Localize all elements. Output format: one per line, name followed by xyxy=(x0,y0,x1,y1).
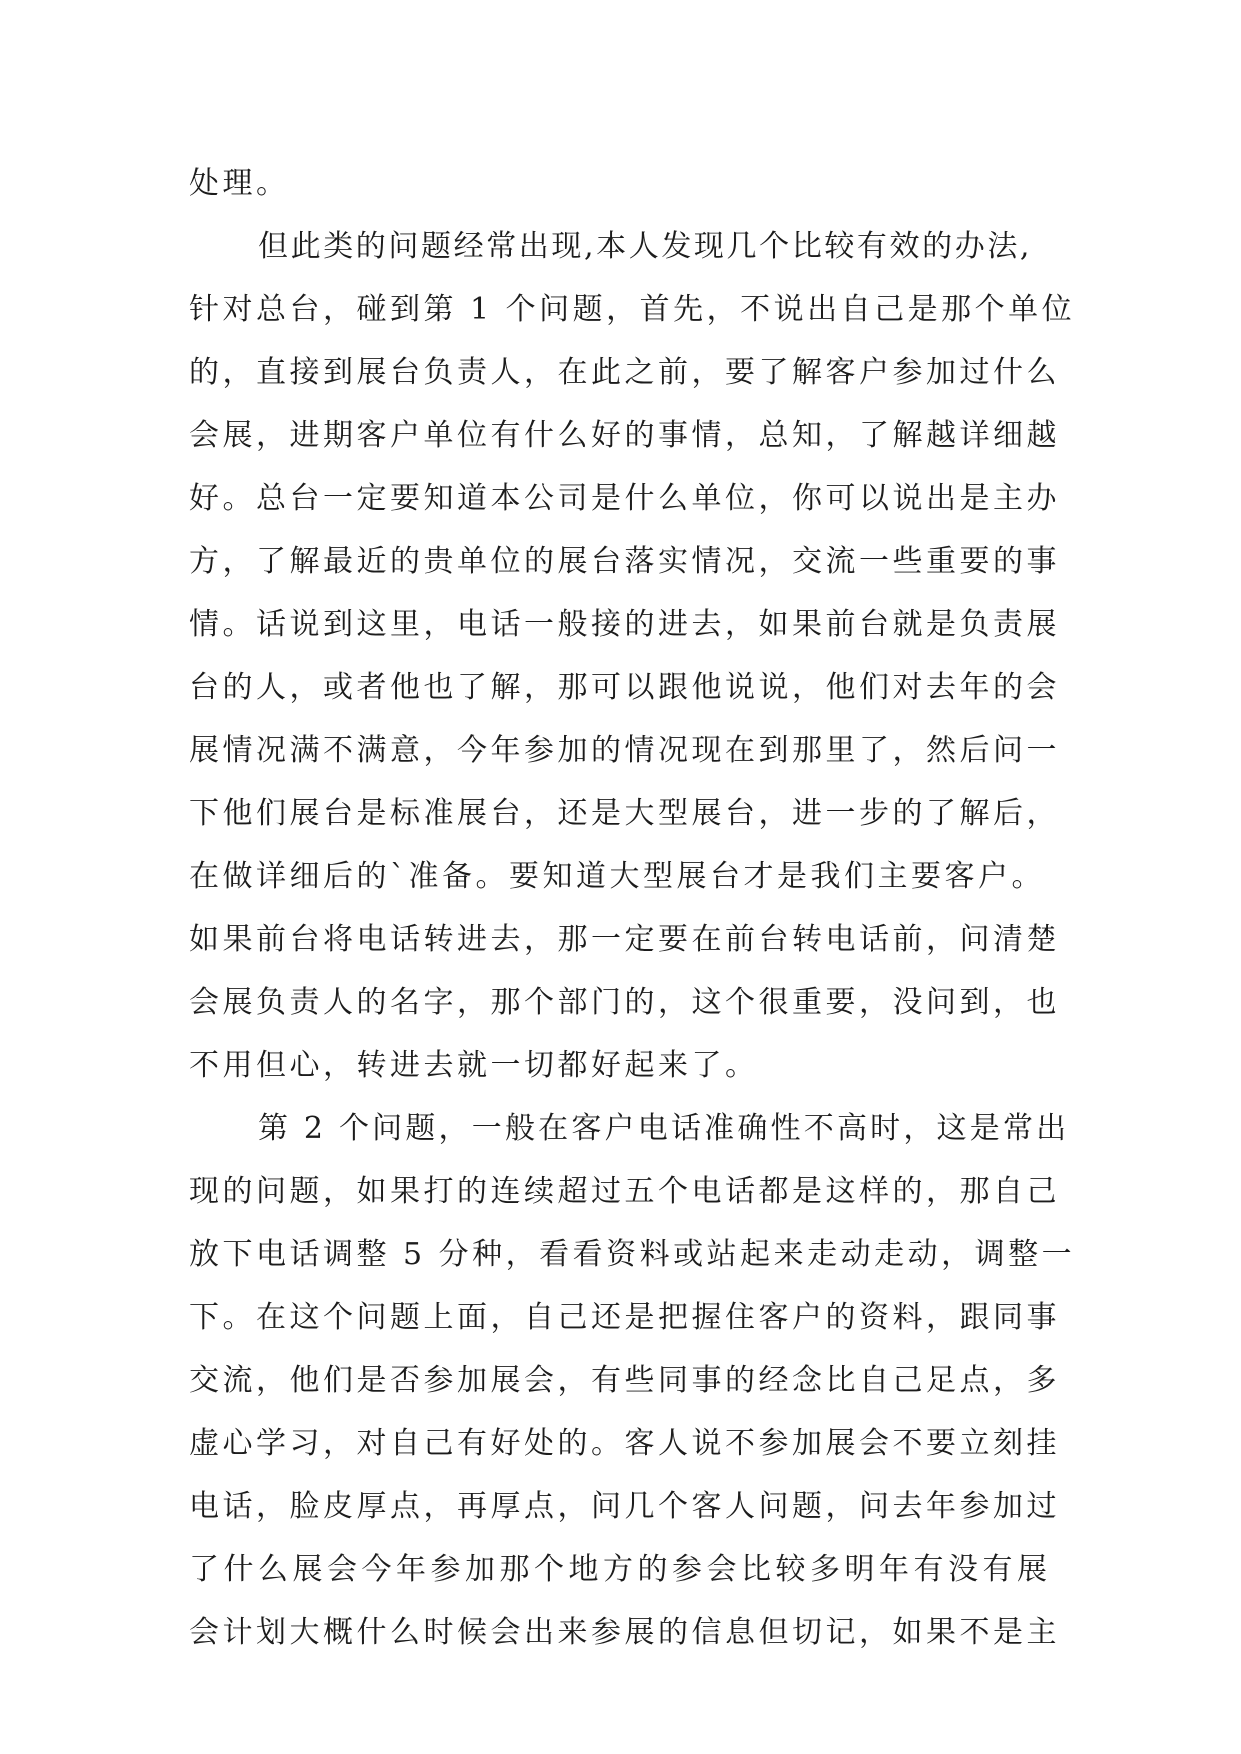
text-line: 展情况满不满意，今年参加的情况现在到那里了，然后问一 xyxy=(189,733,1060,768)
text-line: 会展负责人的名字，那个部门的，这个很重要，没问到，也 xyxy=(189,985,1060,1020)
text-line: 台的人，或者他也了解，那可以跟他说说，他们对去年的会 xyxy=(189,670,1060,705)
text-line: 下。在这个问题上面，自己还是把握住客户的资料，跟同事 xyxy=(189,1300,1060,1335)
text-line: 情。话说到这里，电话一般接的进去，如果前台就是负责展 xyxy=(189,607,1060,642)
text-line: 针对总台，碰到第 1 个问题，首先，不说出自己是那个单位 xyxy=(189,292,1076,327)
text-line: 现的问题，如果打的连续超过五个电话都是这样的，那自己 xyxy=(189,1174,1060,1209)
paragraph-first-line: 但此类的问题经常出现,本人发现几个比较有效的办法, xyxy=(258,229,1033,264)
text-line: 的，直接到展台负责人，在此之前，要了解客户参加过什么 xyxy=(189,355,1060,390)
text-line: 如果前台将电话转进去，那一定要在前台转电话前，问清楚 xyxy=(189,922,1060,957)
text-line: 会展，进期客户单位有什么好的事情，总知，了解越详细越 xyxy=(189,418,1060,453)
text-line: 放下电话调整 5 分种，看看资料或站起来走动走动，调整一 xyxy=(189,1237,1076,1272)
text-line: 方，了解最近的贵单位的展台落实情况，交流一些重要的事 xyxy=(189,544,1060,579)
text-line: 好。总台一定要知道本公司是什么单位，你可以说出是主办 xyxy=(189,481,1060,516)
text-line: 下他们展台是标准展台，还是大型展台，进一步的了解后， xyxy=(189,796,1060,831)
text-line: 在做详细后的`准备。要知道大型展台才是我们主要客户。 xyxy=(189,859,1045,894)
text-line: 处理。 xyxy=(189,166,290,201)
text-line: 了什么展会今年参加那个地方的参会比较多明年有没有展 xyxy=(189,1552,1052,1587)
text-line: 不用但心，转进去就一切都好起来了。 xyxy=(189,1048,759,1083)
text-line: 电话，脸皮厚点，再厚点，问几个客人问题，问去年参加过 xyxy=(189,1489,1060,1524)
paragraph-first-line: 第 2 个问题，一般在客户电话准确性不高时，这是常出 xyxy=(258,1111,1070,1146)
text-line: 虚心学习，对自己有好处的。客人说不参加展会不要立刻挂 xyxy=(189,1426,1060,1461)
text-line: 交流，他们是否参加展会，有些同事的经念比自己足点，多 xyxy=(189,1363,1060,1398)
text-line: 会计划大概什么时候会出来参展的信息但切记，如果不是主 xyxy=(189,1615,1060,1650)
